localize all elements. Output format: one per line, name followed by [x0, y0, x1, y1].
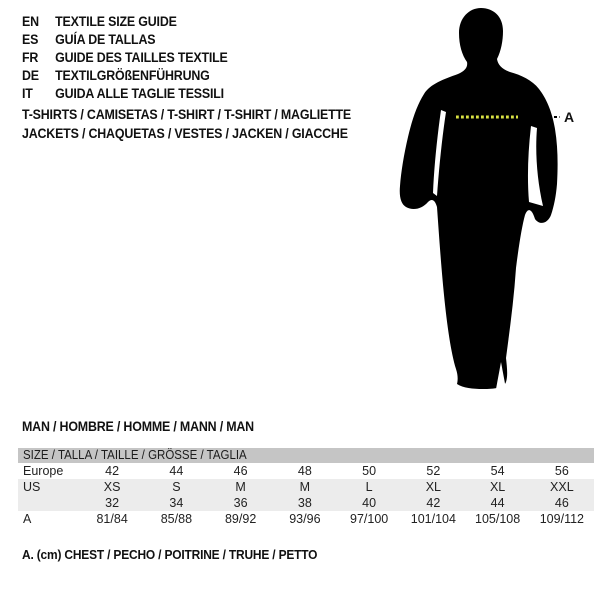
table-row-us — [18, 479, 594, 495]
size-cell: 40 — [362, 496, 377, 510]
language-code: EN — [22, 13, 39, 29]
row-label-us: US — [23, 480, 41, 494]
size-cell: 44 — [490, 496, 505, 510]
language-code: IT — [22, 85, 33, 101]
size-cell: 105/108 — [475, 512, 521, 526]
row-label-a: A — [23, 512, 32, 526]
section-title-man: MAN / HOMBRE / HOMME / MANN / MAN — [22, 419, 254, 434]
size-cell: 46 — [554, 496, 569, 510]
size-cell: 34 — [169, 496, 184, 510]
size-cell: M — [299, 480, 311, 494]
language-row-es — [22, 30, 228, 48]
measurement-footnote: A. (cm) CHEST / PECHO / POITRINE / TRUHE / PETTO — [22, 547, 318, 562]
table-row-europe — [18, 463, 594, 479]
man-silhouette-figure — [395, 0, 600, 400]
size-cell: XS — [103, 480, 121, 494]
language-title: TEXTILE SIZE GUIDE — [55, 13, 177, 29]
size-cell: XL — [489, 480, 506, 494]
row-label-europe: Europe — [23, 464, 64, 478]
language-row-fr — [22, 48, 228, 66]
size-table-header — [18, 448, 594, 463]
size-cell: 48 — [297, 464, 312, 478]
size-cell: 85/88 — [160, 512, 193, 526]
size-cell: 109/112 — [539, 512, 584, 526]
category-tshirts: T-SHIRTS / CAMISETAS / T-SHIRT / T-SHIRT / MAGLIETTE — [22, 107, 352, 122]
language-row-de — [22, 66, 228, 84]
size-table-header-label: SIZE / TALLA / TAILLE / GRÖSSE / TAGLIA — [23, 448, 247, 462]
size-cell: S — [172, 480, 181, 494]
size-cell: 54 — [490, 464, 505, 478]
size-cell: M — [235, 480, 246, 494]
table-row-chest-a — [18, 511, 594, 527]
language-code: DE — [22, 67, 39, 83]
size-cell: 38 — [297, 496, 312, 510]
size-cell: 32 — [105, 496, 120, 510]
category-jackets: JACKETS / CHAQUETAS / VESTES / JACKEN / GIACCHE — [22, 126, 348, 141]
language-code: ES — [22, 31, 39, 47]
size-cell: 52 — [426, 464, 441, 478]
size-cell: 50 — [362, 464, 377, 478]
size-cell: 46 — [233, 464, 248, 478]
size-cell: 42 — [105, 464, 120, 478]
language-title: GUIDE DES TAILLES TEXTILE — [55, 49, 228, 65]
size-cell: XL — [425, 480, 442, 494]
size-cell: 56 — [554, 464, 569, 478]
language-code: FR — [22, 49, 39, 65]
language-row-en — [22, 12, 228, 30]
size-cell: 89/92 — [224, 512, 257, 526]
row-label-blank — [18, 495, 80, 511]
language-title: GUIDA ALLE TAGLIE TESSILI — [55, 85, 224, 101]
size-cell: 36 — [233, 496, 248, 510]
measurement-label-a: A — [564, 109, 575, 125]
size-cell: 44 — [169, 464, 184, 478]
size-cell: 81/84 — [96, 512, 128, 526]
size-cell: 101/104 — [410, 512, 456, 526]
language-row-it — [22, 84, 228, 102]
language-title: GUÍA DE TALLAS — [55, 31, 156, 47]
table-row-numeric — [18, 495, 594, 511]
size-cell: XXL — [550, 480, 574, 494]
size-cell: 97/100 — [350, 512, 389, 526]
language-guide-list — [22, 12, 228, 102]
size-table — [18, 448, 594, 527]
size-cell: 42 — [426, 496, 441, 510]
size-cell: L — [365, 480, 373, 494]
language-title: TEXTILGRÖßENFÜHRUNG — [55, 67, 210, 83]
category-lines — [22, 105, 380, 143]
size-cell: 93/96 — [289, 512, 321, 526]
